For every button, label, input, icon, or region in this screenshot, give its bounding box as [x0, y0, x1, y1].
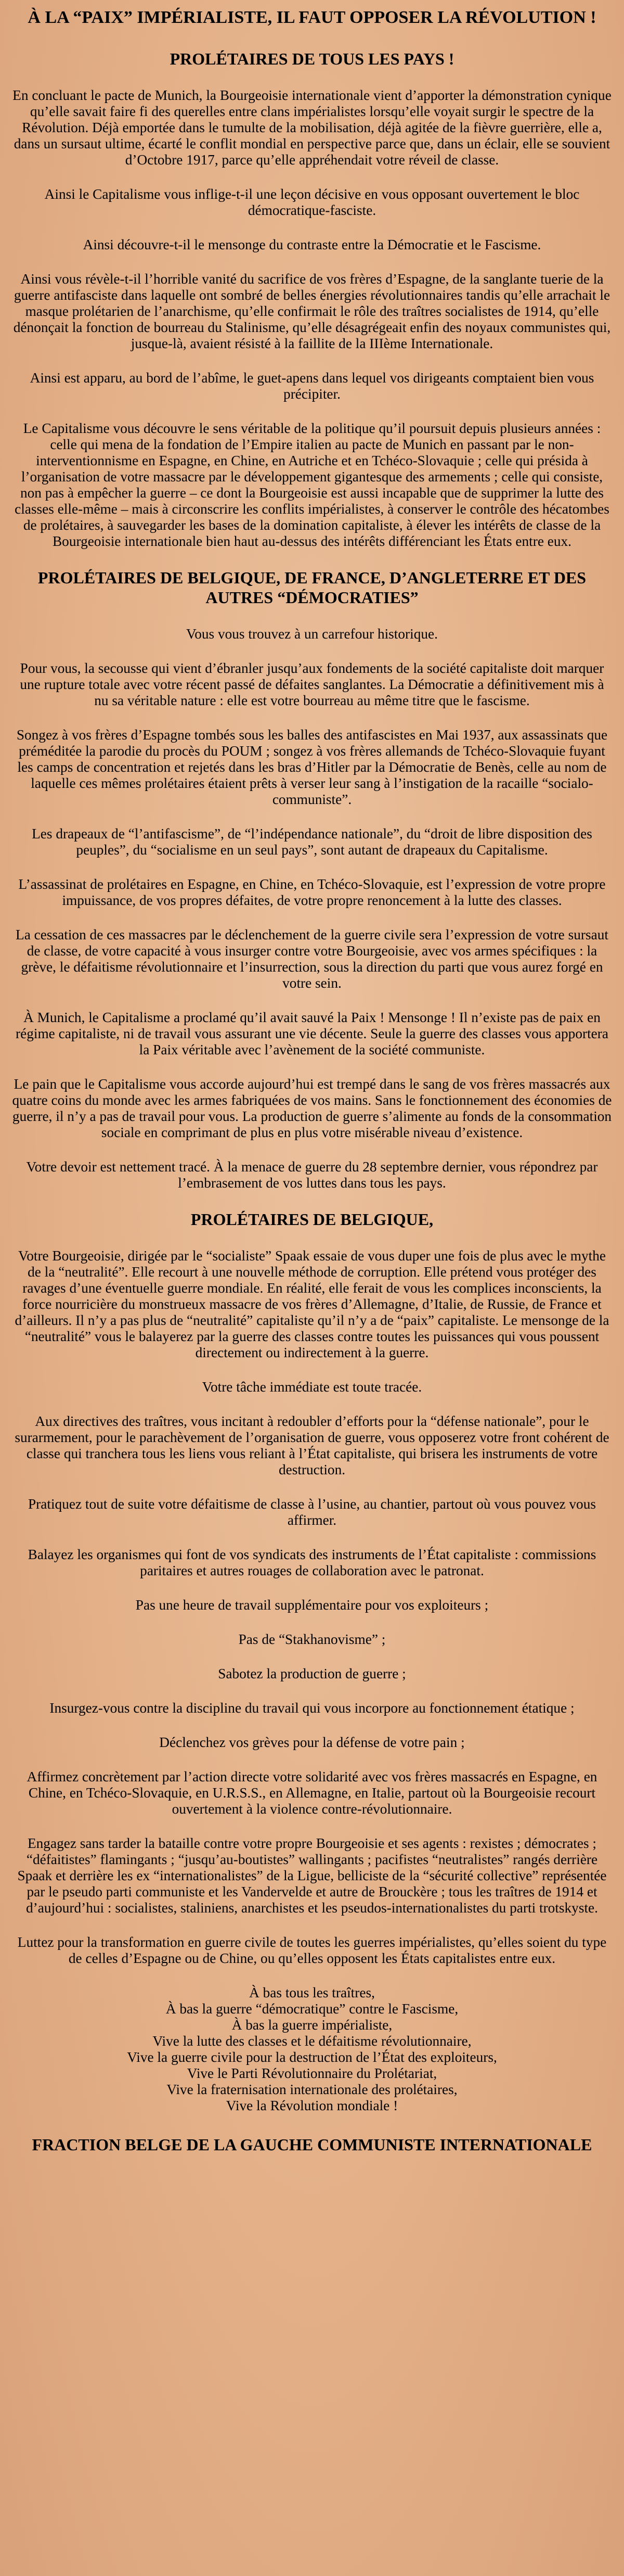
paragraph: Déclenchez vos grèves pour la défense de votre pain ;: [159, 1735, 465, 1750]
slogan-line: Vive la lutte des classes et le défaitisme révolutionnaire,: [152, 2033, 472, 2049]
paragraph: La cessation de ces massacres par le déclenchement de la guerre civile sera l’expression de votre sursaut de classe, de votre capacité à vous insurger contre votre Bourgeoisie, avec vos armes spécifiques : la grève, le défaitisme révolutionnaire et l’insurrection, sous la direction du parti que vous aurez forgé en votre sein.: [16, 927, 608, 991]
paragraph: Engagez sans tarder la bataille contre votre propre Bourgeoisie et ses agents : rexistes ; démocrates ; “défaitistes” flamingants ; “jusqu’au-boutistes” wallingants ; pacifistes “neutralistes” rangés derrière Spaak et derrière les ex “internationalistes” de la Ligue, belliciste de la “sécurité collective” représentée par le pseudo parti communiste et les Vandervelde et autre de Brouckère ; tous les traîtres de 1914 et d’aujourd’hui : socialistes, staliniens, anarchistes et les pseudos-internationalistes du parti trotskyste.: [17, 1835, 607, 1916]
paragraph: Aux directives des traîtres, vous incitant à redoubler d’efforts pour la “défense nationale”, pour le surarmement, pour le parachèvement de l’organisation de guerre, vous opposerez votre front cohérent de classe qui tranchera tous les liens vous reliant à l’État capitaliste, qui brisera les instruments de votre destruction.: [15, 1413, 609, 1477]
slogan-line: Vive la guerre civile pour la destruction de l’État des exploiteurs,: [127, 2049, 497, 2065]
slogan-line: À bas tous les traîtres,: [249, 1985, 375, 2000]
paragraph: Ainsi découvre-t-il le mensonge du contraste entre la Démocratie et le Fascisme.: [83, 237, 541, 252]
slogan-line: Vive la fraternisation internationale des prolétaires,: [166, 2082, 458, 2097]
paragraph: Affirmez concrètement par l’action directe votre solidarité avec vos frères massacrés en Espagne, en Chine, en Tchéco-Slovaquie, en U.R.S.S., en Allemagne, en Italie, partout où la Bourgeoisie recourt ouvertement à la violence contre-révolutionnaire.: [27, 1769, 597, 1817]
section-heading-3: PROLÉTAIRES DE BELGIQUE,: [190, 1210, 434, 1229]
slogan-line: À bas la guerre impérialiste,: [231, 2017, 393, 2033]
section-heading-1: PROLÉTAIRES DE TOUS LES PAYS !: [170, 49, 454, 68]
paragraph: Le Capitalisme vous découvre le sens véritable de la politique qu’il poursuit depuis plusieurs années : celle qui mena de la fondation de l’Empire italien au pacte de Munich en passant par le non-interventionnisme en Espagne, en Chine, en Autriche et en Tchéco-Slovaquie ; celle qui présida à l’organisation de votre massacre par le développement gigantesque des armements ; celle qui consiste, non pas à empêcher la guerre – ce dont la Bourgeoisie est aussi incapable que de supprimer la lutte des classes elle-même – mais à circonscrire les conflits impérialistes, à conserver le contrôle des hécatombes de prolétaires, à sauvegarder les bases de la domination capitaliste, à élever les intérêts de classe de la Bourgeoisie internationale bien haut au-dessus des intérêts différenciant les États entre eux.: [15, 420, 609, 549]
paragraph: Les drapeaux de “l’antifascisme”, de “l’indépendance nationale”, du “droit de libre disposition des peuples”, du “socialisme en un seul pays”, sont autant de drapeaux du Capitalisme.: [32, 826, 592, 858]
slogan-line: À bas la guerre “démocratique” contre le Fascisme,: [165, 2001, 459, 2017]
paragraph: Votre Bourgeoisie, dirigée par le “socialiste” Spaak essaie de vous duper une fois de plus avec le mythe de la “neutralité”. Elle recourt à une nouvelle méthode de corruption. Elle prétend vous protéger des ravages d’une éventuelle guerre mondiale. En réalité, elle ferait de vous les complices inconscients, la force nourricière du monstrueux massacre de vos frères d’Allemagne, d’Italie, de Russie, de France et d’ailleurs. Il n’y a pas plus de “neutralité” capitaliste qu’il n’y a de “paix” capitaliste. Le mensonge de la “neutralité” vous le balayerez par la guerre des classes contre toutes les puissances qui vous poussent directement ou indirectement à la guerre.: [15, 1248, 609, 1360]
paragraph: Pratiquez tout de suite votre défaitisme de classe à l’usine, au chantier, partout où vous pouvez vous affirmer.: [28, 1496, 596, 1528]
paragraph: Le pain que le Capitalisme vous accorde aujourd’hui est trempé dans le sang de vos frères massacrés aux quatre coins du monde avec les armes fabriquées de vos mains. Sans le fonctionnement des économies de guerre, il n’y a pas de travail pour vous. La production de guerre s’alimente au fonds de la consommation sociale en comprimant de plus en plus votre misérable niveau d’existence.: [12, 1076, 612, 1140]
paragraph: En concluant le pacte de Munich, la Bourgeoisie internationale vient d’apporter la démonstration cynique qu’elle savait faire fi des querelles entre clans impérialistes lorsqu’elle voyait surgir le spectre de la Révolution. Déjà emportée dans le tumulte de la mobilisation, déjà agitée de la fièvre guerrière, elle a, dans un sursaut ultime, écarté le conflit mondial en perspective parce que, dans un éclair, elle se souvient d’Octobre 1917, parce qu’elle appréhendait votre réveil de classe.: [12, 87, 612, 168]
paragraph: Songez à vos frères d’Espagne tombés sous les balles des antifascistes en Mai 1937, aux assassinats que préméditée la parodie du procès du POUM ; songez à vos frères allemands de Tchéco-Slovaquie fuyant les camps de concentration et rejetés dans les bras d’Hitler par la Démocratie de Benès, celle au nom de laquelle ces mêmes prolétaires étaient prêts à verser leur sang à l’instigation de la racaille “socialo-communiste”.: [16, 727, 608, 807]
signature: FRACTION BELGE DE LA GAUCHE COMMUNISTE INTERNATIONALE: [32, 2135, 592, 2154]
slogan-line: Vive le Parti Révolutionnaire du Prolétariat,: [187, 2065, 437, 2081]
paragraph: L’assassinat de prolétaires en Espagne, en Chine, en Tchéco-Slovaquie, est l’expression de votre propre impuissance, de vos propres défaites, de votre propre renoncement à la lutte des classes.: [18, 876, 606, 908]
slogan-line: Vive la Révolution mondiale !: [226, 2098, 398, 2113]
paragraph: Vous vous trouvez à un carrefour historique.: [186, 626, 438, 642]
paragraph: Balayez les organismes qui font de vos syndicats des instruments de l’État capitaliste : commissions paritaires et autres rouages de collaboration avec le patronat.: [28, 1547, 596, 1578]
paragraph: Votre devoir est nettement tracé. À la menace de guerre du 28 septembre dernier, vous répondrez par l’embrasement de vos luttes dans tous les pays.: [26, 1159, 598, 1191]
paragraph: Ainsi est apparu, au bord de l’abîme, le guet-apens dans lequel vos dirigeants comptaient bien vous précipiter.: [30, 370, 594, 402]
paragraph: Sabotez la production de guerre ;: [218, 1666, 406, 1681]
paragraph: Votre tâche immédiate est toute tracée.: [202, 1379, 422, 1395]
paragraph: Ainsi le Capitalisme vous inflige-t-il une leçon décisive en vous opposant ouvertement le bloc démocratique-fasciste.: [44, 186, 580, 218]
paragraph: Pas de “Stakhanovisme” ;: [238, 1631, 386, 1647]
paragraph: Ainsi vous révèle-t-il l’horrible vanité du sacrifice de vos frères d’Espagne, de la sanglante tuerie de la guerre antifasciste dans laquelle ont sombré de belles énergies révolutionnaires tandis qu’elle arrachait le masque prolétarien de l’anarchisme, qu’elle confirmait le rôle des traîtres socialistes de 1914, qu’elle dénonçait la fonction de bourreau du Stalinisme, qu’elle désagrégeait enfin des noyaux communistes qui, jusque-là, avaient résisté à la faillite de la IIIème Internationale.: [13, 271, 611, 351]
paragraph: Luttez pour la transformation en guerre civile de toutes les guerres impérialistes, qu’elles soient du type de celles d’Espagne ou de Chine, ou qu’elles opposent les États capitalistes entre eux.: [17, 1934, 607, 1966]
paragraph: Pas une heure de travail supplémentaire pour vos exploiteurs ;: [135, 1597, 489, 1613]
paragraph: Insurgez-vous contre la discipline du travail qui vous incorpore au fonctionnement étatique ;: [49, 1700, 575, 1716]
document-title: À LA “PAIX” IMPÉRIALISTE, IL FAUT OPPOSER LA RÉVOLUTION !: [28, 8, 596, 27]
slogan-list: [11, 1985, 613, 2114]
section-heading-2: PROLÉTAIRES DE BELGIQUE, DE FRANCE, D’ANGLETERRE ET DES AUTRES “DÉMOCRATIES”: [37, 568, 587, 607]
paragraph: À Munich, le Capitalisme a proclamé qu’il avait sauvé la Paix ! Mensonge ! Il n’existe pas de paix en régime capitaliste, ni de travail vous assurant une vie décente. Seule la guerre des classes vous apportera la Paix véritable avec l’avènement de la société communiste.: [16, 1010, 608, 1057]
paragraph: Pour vous, la secousse qui vient d’ébranler jusqu’aux fondements de la société capitaliste doit marquer une rupture totale avec votre récent passé de défaites sanglantes. La Démocratie a définitivement mis à nu sa véritable nature : elle est votre bourreau au même titre que le fascisme.: [20, 660, 604, 708]
